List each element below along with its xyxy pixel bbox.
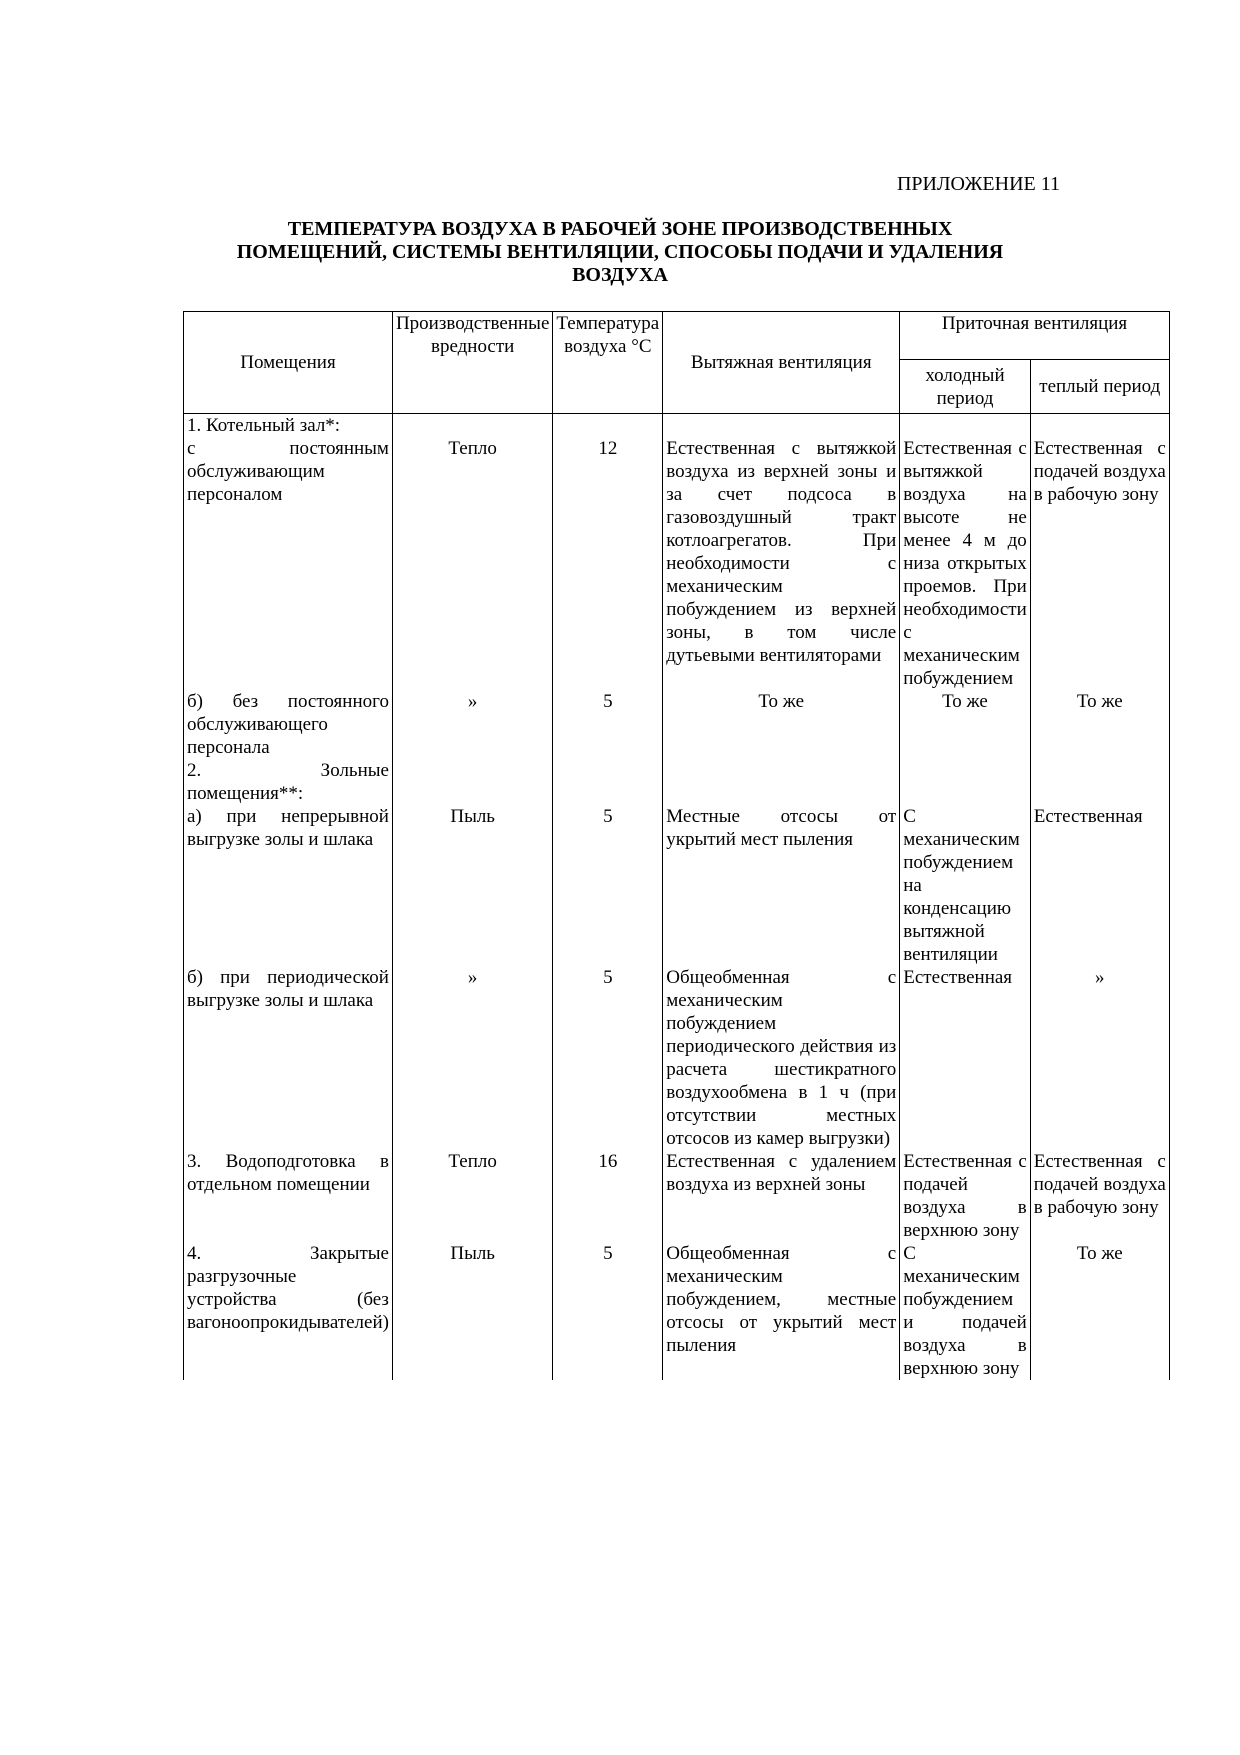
document-title: [190, 218, 1050, 287]
hazard-cell: Пыль: [392, 1242, 552, 1380]
room-cell: а) при непрерывной выгрузке золы и шлака: [184, 805, 393, 966]
warm-period-cell: Естественная: [1030, 805, 1169, 966]
hazard-cell: »: [392, 966, 552, 1150]
temperature-cell: 5: [553, 690, 663, 759]
hazard-cell: Тепло: [392, 437, 552, 690]
ventilation-table: [183, 311, 1170, 1380]
temperature-cell: 5: [553, 805, 663, 966]
table-row: [184, 414, 1170, 438]
title-line: ТЕМПЕРАТУРА ВОЗДУХА В РАБОЧЕЙ ЗОНЕ ПРОИЗВОДСТВЕННЫХ: [287, 218, 953, 240]
warm-period-cell: То же: [1030, 690, 1169, 759]
exhaust-cell: Естественная с вытяжкой воздуха из верхней зоны и за счет подсоса в газовоздушный тракт котлоагрегатов. При необходимости с механическим побуждением из верхней зоны, в том числе дутьевыми вентиляторами: [663, 437, 900, 690]
table-row: [184, 759, 1170, 805]
room-cell: б) без постоянного обслуживающего персонала: [184, 690, 393, 759]
room-cell: б) при периодической выгрузке золы и шлака: [184, 966, 393, 1150]
title-line: ПОМЕЩЕНИЙ, СИСТЕМЫ ВЕНТИЛЯЦИИ, СПОСОБЫ ПОДАЧИ И УДАЛЕНИЯ: [236, 241, 1004, 263]
cold-period-cell: То же: [900, 690, 1031, 759]
cold-period-cell: Естественная с подачей воздуха в верхнюю зону: [900, 1150, 1031, 1242]
header-rooms: Помещения: [184, 312, 393, 414]
temperature-cell: 5: [553, 1242, 663, 1380]
header-hazards: Производственные вредности: [392, 312, 552, 414]
cold-period-cell: Естественная с вытяжкой воздуха на высоте не менее 4 м до низа открытых проемов. При необходимости с механическим побуждением: [900, 437, 1031, 690]
header-temperature: Температура воздуха °С: [553, 312, 663, 414]
temperature-cell: 12: [553, 437, 663, 690]
cold-period-cell: С механическим побуждением и подачей воздуха в верхнюю зону: [900, 1242, 1031, 1380]
warm-period-cell: Естественная с подачей воздуха в рабочую зону: [1030, 1150, 1169, 1242]
table-row: [184, 805, 1170, 966]
exhaust-cell: Местные отсосы от укрытий мест пыления: [663, 805, 900, 966]
hazard-cell: Тепло: [392, 1150, 552, 1242]
room-cell: 4. Закрытые разгрузочные устройства (без вагоноопрокидывателей): [184, 1242, 393, 1380]
table-row: [184, 1242, 1170, 1380]
hazard-cell: Пыль: [392, 805, 552, 966]
room-cell: с постоянным обслуживающим персоналом: [184, 437, 393, 690]
header-supply: Приточная вентиляция: [900, 312, 1170, 360]
table-row: [184, 1150, 1170, 1242]
exhaust-cell: Общеобменная с механическим побуждением периодического действия из расчета шестикратного воздухообмена в 1 ч (при отсутствии местных отсосов из камер выгрузки): [663, 966, 900, 1150]
cold-period-cell: С механическим побуждением на конденсацию вытяжной вентиляции: [900, 805, 1031, 966]
header-warm-period: теплый период: [1030, 360, 1169, 414]
room-cell: 3. Водоподготовка в отдельном помещении: [184, 1150, 393, 1242]
exhaust-cell: Естественная с удалением воздуха из верхней зоны: [663, 1150, 900, 1242]
warm-period-cell: Естественная с подачей воздуха в рабочую зону: [1030, 437, 1169, 690]
hazard-cell: »: [392, 690, 552, 759]
table-row: [184, 966, 1170, 1150]
cold-period-cell: Естественная: [900, 966, 1031, 1150]
room-cell: 2. Зольные помещения**:: [184, 759, 393, 805]
table-row: [184, 437, 1170, 690]
table-row: [184, 690, 1170, 759]
room-cell: 1. Котельный зал*:: [184, 414, 393, 438]
exhaust-cell: То же: [663, 690, 900, 759]
header-cold-period: холодный период: [900, 360, 1031, 414]
header-exhaust: Вытяжная вентиляция: [663, 312, 900, 414]
temperature-cell: 16: [553, 1150, 663, 1242]
warm-period-cell: То же: [1030, 1242, 1169, 1380]
temperature-cell: 5: [553, 966, 663, 1150]
appendix-label: ПРИЛОЖЕНИЕ 11: [896, 173, 1060, 195]
warm-period-cell: »: [1030, 966, 1169, 1150]
exhaust-cell: Общеобменная с механическим побуждением, местные отсосы от укрытий мест пыления: [663, 1242, 900, 1380]
title-line: ВОЗДУХА: [572, 264, 668, 286]
